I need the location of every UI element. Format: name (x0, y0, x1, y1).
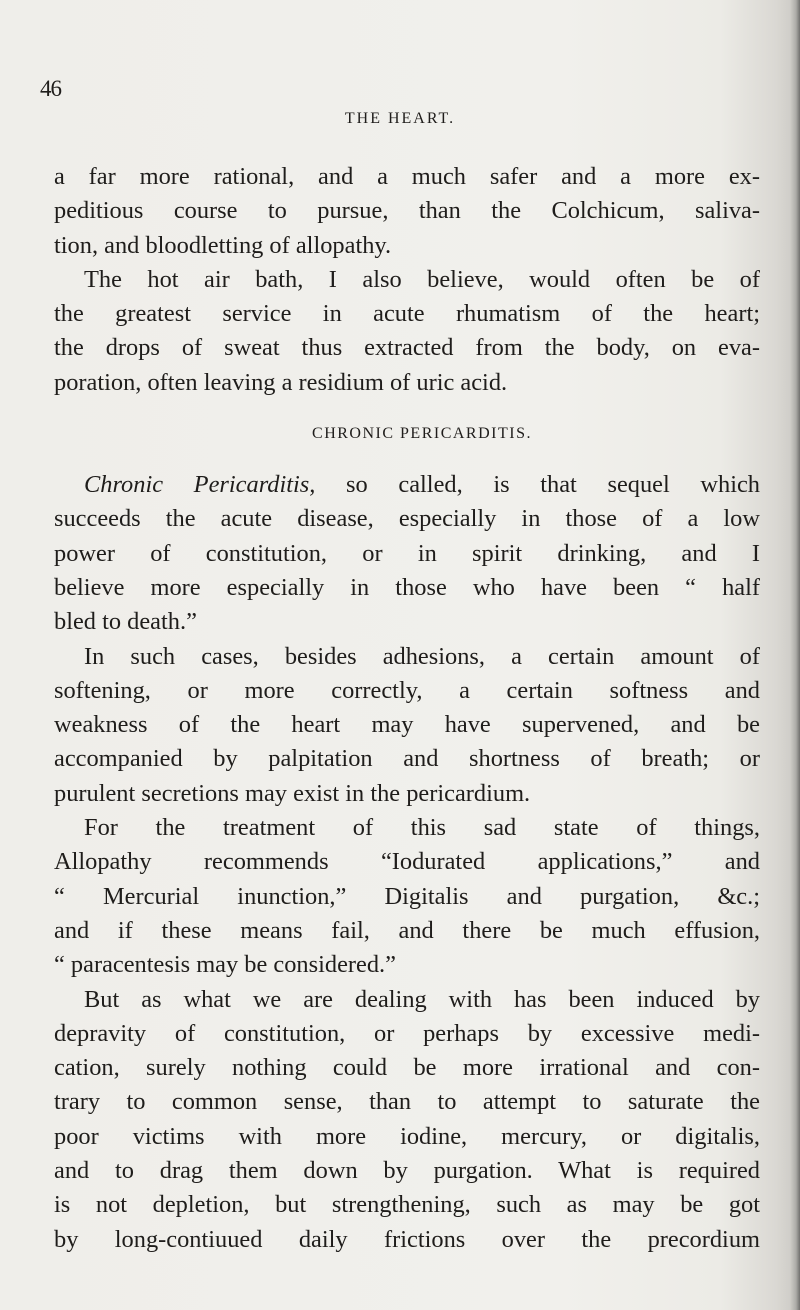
text-line: tion, and bloodletting of allopathy. (54, 231, 392, 259)
text-line: But as what we are dealing with has been induced by (84, 985, 760, 1013)
text-line: a far more rational, and a much safer and a more ex- (54, 163, 760, 190)
text-line: “ paracentesis may be considered.” (54, 951, 396, 979)
text-line: softening, or more correctly, a certain softness and (54, 676, 760, 704)
text-line: poration, often leaving a residium of uric acid. (54, 368, 508, 396)
text-line: purulent secretions may exist in the pericardium. (54, 779, 531, 807)
italic-term: Chronic Pericarditis, (84, 471, 316, 499)
text-line: “ Mercurial inunction,” Digitalis and purgation, &c.; (54, 882, 760, 910)
text-line: depravity of constitution, or perhaps by excessive medi- (54, 1019, 760, 1047)
text-line: believe more especially in those who have been “ half (54, 573, 760, 601)
text-line: trary to common sense, than to attempt to saturate the (54, 1088, 760, 1116)
paragraph-1 (54, 160, 760, 263)
page-number: 46 (40, 76, 61, 101)
running-head: THE HEART. (344, 110, 456, 127)
text-line: succeeds the acute disease, especially in those of a low (54, 505, 760, 533)
text-line: accompanied by palpitation and shortness of breath; or (54, 745, 760, 773)
text-line: Allopathy recommends “Iodurated applications,” and (54, 848, 760, 876)
text-line: bled to death.” (54, 608, 197, 636)
text-line: The hot air bath, I also believe, would often be of (84, 265, 760, 293)
text-line (54, 468, 760, 502)
body-text (54, 160, 760, 1257)
page-edge-shadow (790, 0, 800, 1310)
text-line: peditious course to pursue, than the Colchicum, saliva- (54, 197, 760, 225)
text-line: poor victims with more iodine, mercury, or digitalis, (54, 1122, 760, 1150)
paragraph-6 (54, 983, 760, 1257)
section-heading: CHRONIC PERICARDITIS. (312, 425, 532, 443)
paragraph-4 (54, 640, 760, 811)
paragraph-5 (54, 811, 760, 982)
text-line: and to drag them down by purgation. What is required (54, 1157, 760, 1185)
paragraph-3 (54, 468, 760, 639)
text-line: For the treatment of this sad state of things, (84, 814, 760, 842)
text-line: the greatest service in acute rhumatism of the heart; (54, 300, 760, 328)
paragraph-2 (54, 263, 760, 400)
text-line: In such cases, besides adhesions, a certain amount of (84, 642, 760, 670)
text-line: weakness of the heart may have supervened, and be (54, 711, 760, 739)
text-line: by long-contiuued daily frictions over the precordium (54, 1225, 760, 1253)
text-line: power of constitution, or in spirit drinking, and I (54, 539, 760, 567)
text-line: is not depletion, but strengthening, such as may be got (54, 1191, 760, 1219)
text-line: and if these means fail, and there be much effusion, (54, 916, 760, 944)
text-line: cation, surely nothing could be more irrational and con- (54, 1054, 760, 1082)
text-line: the drops of sweat thus extracted from the body, on eva- (54, 334, 760, 362)
text-fragment: so called, is that sequel which (315, 471, 761, 499)
